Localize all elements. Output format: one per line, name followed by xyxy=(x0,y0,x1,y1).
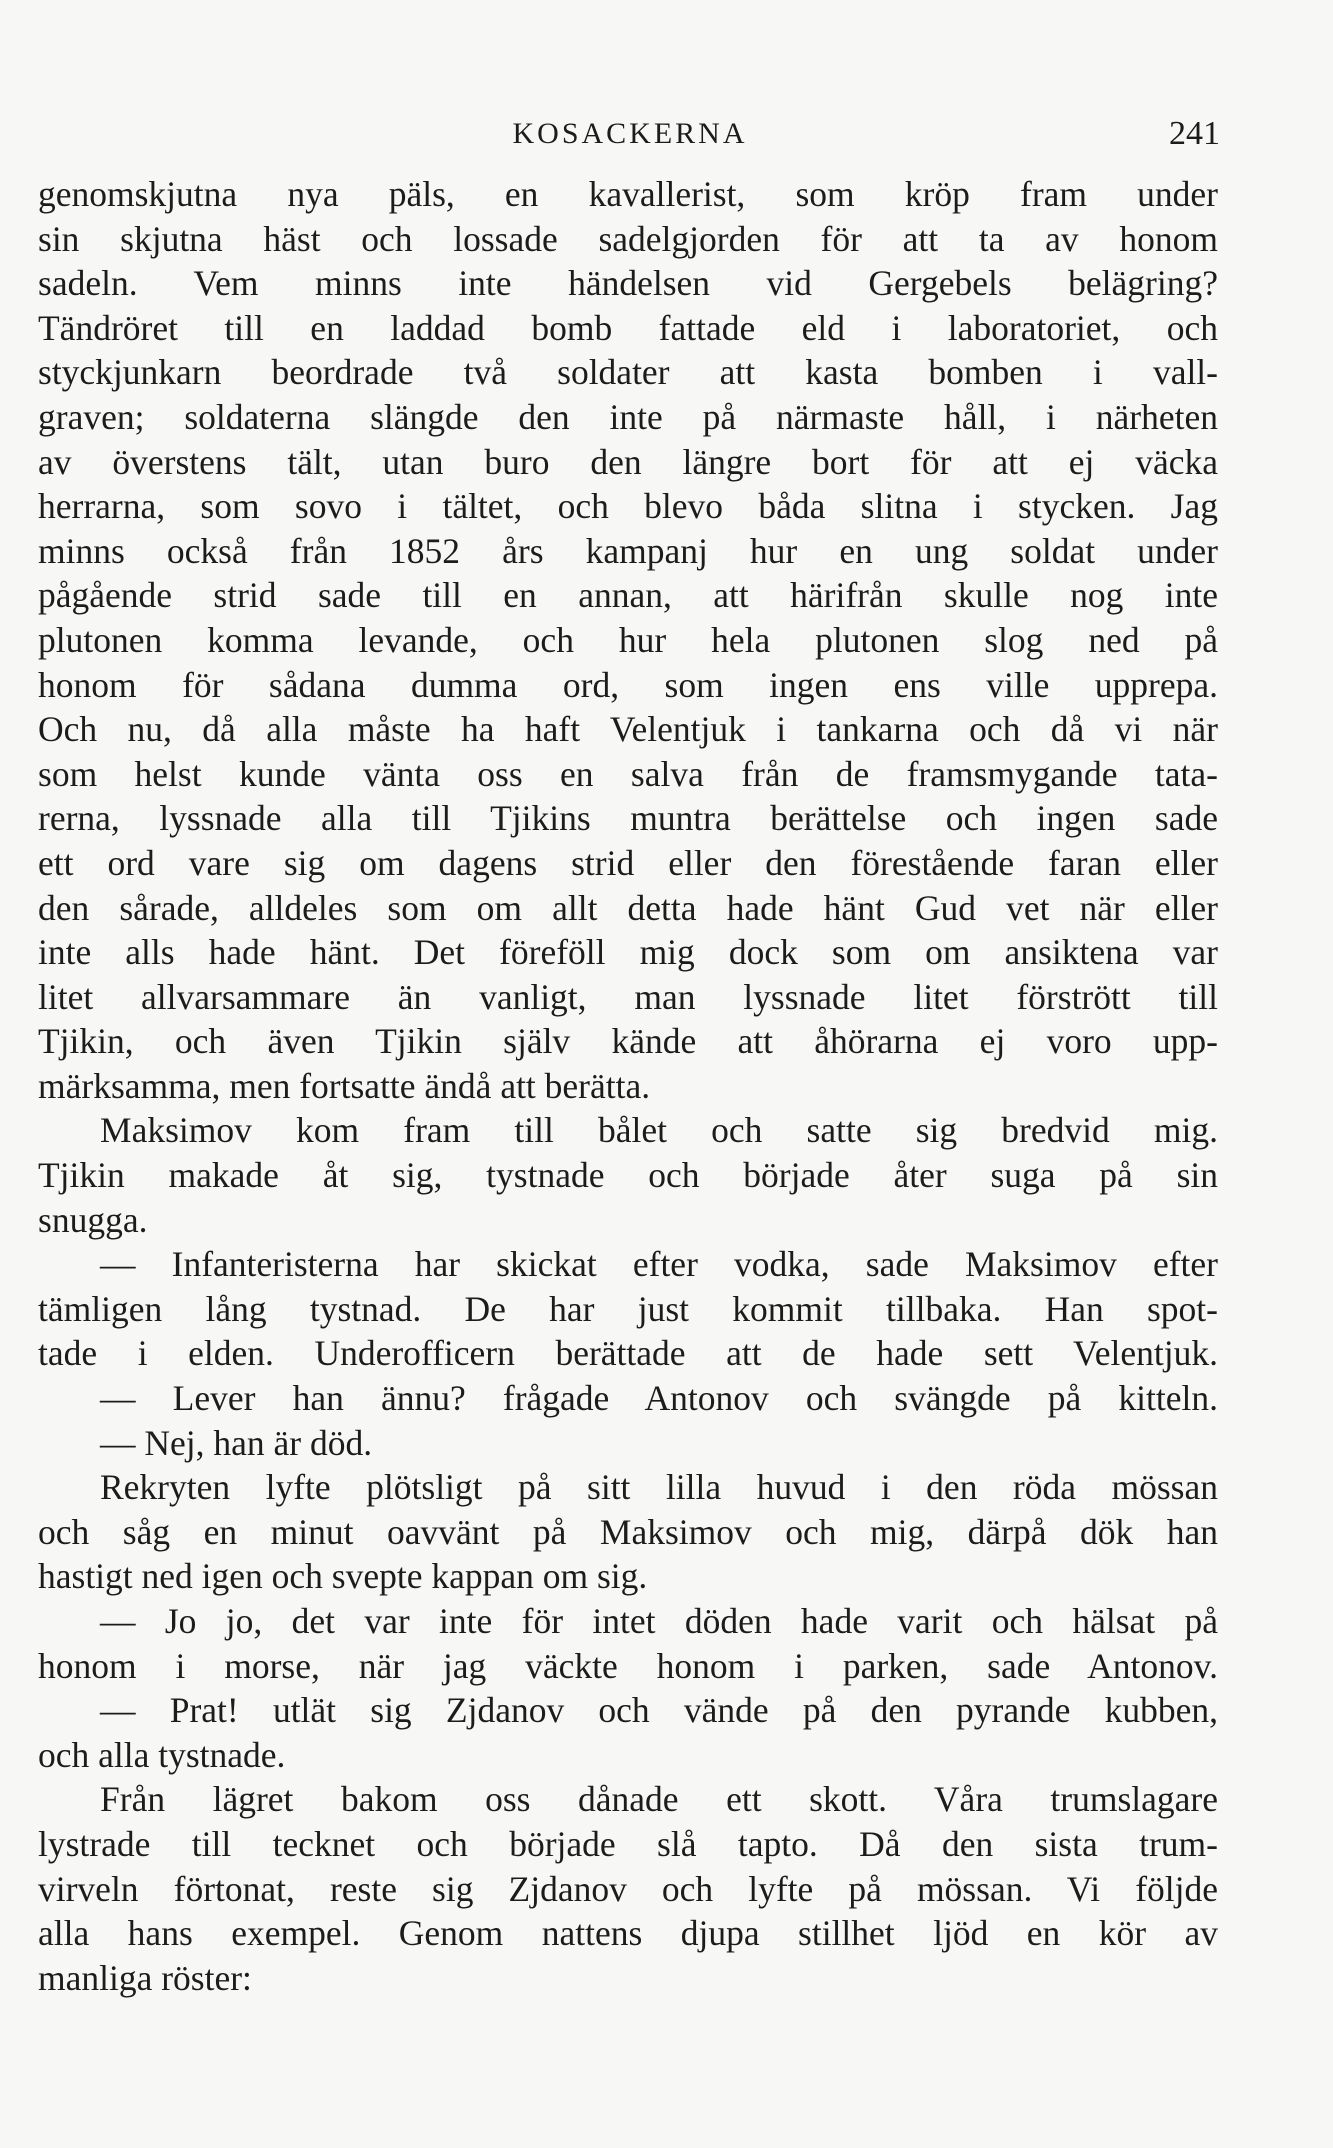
text-line: rerna, lyssnade alla till Tjikins muntra berättelse och ingen sade xyxy=(38,798,1218,839)
text-line: litet allvarsammare än vanligt, man lyssnade litet förstrött till xyxy=(38,976,1218,1017)
text-line: sadeln. Vem minns inte händelsen vid Gergebels belägring? xyxy=(38,263,1218,304)
text-line: ett ord vare sig om dagens strid eller den förestående faran eller xyxy=(38,842,1218,883)
text-line: Tjikin, och även Tjikin själv kände att åhörarna ej voro upp- xyxy=(38,1021,1218,1062)
text-line: Från lägret bakom oss dånade ett skott. Våra trumslagare xyxy=(100,1779,1218,1820)
text-line: och såg en minut oavvänt på Maksimov och mig, därpå dök han xyxy=(38,1511,1218,1552)
text-line: inte alls hade hänt. Det föreföll mig dock som om ansiktena var xyxy=(38,932,1218,973)
text-line: herrarna, som sovo i tältet, och blevo båda slitna i stycken. Jag xyxy=(38,486,1218,527)
running-title: KOSACKERNA xyxy=(512,117,748,150)
text-line: — Jo jo, det var inte för intet döden hade varit och hälsat på xyxy=(100,1601,1218,1641)
page-header xyxy=(40,112,1220,156)
text-line: hastigt ned igen och svepte kappan om sig. xyxy=(38,1556,648,1597)
text-line: märksamma, men fortsatte ändå att berätta. xyxy=(38,1065,651,1106)
text-line: manliga röster: xyxy=(38,1957,252,1998)
text-line: honom i morse, när jag väckte honom i parken, sade Antonov. xyxy=(38,1645,1218,1686)
text-line: Och nu, då alla måste ha haft Velentjuk i tankarna och då vi när xyxy=(38,709,1218,750)
text-line: plutonen komma levande, och hur hela plutonen slog ned på xyxy=(38,619,1218,660)
text-line: tade i elden. Underofficern berättade att de hade sett Velentjuk. xyxy=(38,1333,1218,1374)
text-line: — Prat! utlät sig Zjdanov och vände på den pyrande kubben, xyxy=(100,1690,1218,1731)
text-line: honom för sådana dumma ord, som ingen ens ville upprepa. xyxy=(38,664,1218,705)
text-line: tämligen lång tystnad. De har just kommit tillbaka. Han spot- xyxy=(38,1288,1218,1329)
text-line: av överstens tält, utan buro den längre bort för att ej väcka xyxy=(38,441,1218,482)
text-line: Tändröret till en laddad bomb fattade eld i laboratoriet, och xyxy=(38,307,1218,348)
text-line: sin skjutna häst och lossade sadelgjorden för att ta av honom xyxy=(38,218,1218,259)
text-line: — Nej, han är död. xyxy=(100,1422,373,1463)
text-line: minns också från 1852 års kampanj hur en ung soldat under xyxy=(38,530,1218,571)
text-line: genomskjutna nya päls, en kavallerist, som kröp fram under xyxy=(38,174,1218,214)
text-line: Maksimov kom fram till bålet och satte sig bredvid mig. xyxy=(100,1110,1218,1151)
body-text xyxy=(38,172,1218,2000)
text-line: — Lever han ännu? frågade Antonov och svängde på kitteln. xyxy=(100,1378,1218,1419)
text-line: Tjikin makade åt sig, tystnade och började åter suga på sin xyxy=(38,1155,1218,1196)
text-line: virveln förtonat, reste sig Zjdanov och lyfte på mössan. Vi följde xyxy=(38,1868,1218,1909)
page-number: 241 xyxy=(1169,115,1220,152)
text-line: alla hans exempel. Genom nattens djupa stillhet ljöd en kör av xyxy=(38,1913,1218,1954)
text-line: — Infanteristerna har skickat efter vodka, sade Maksimov efter xyxy=(100,1244,1218,1285)
text-line: och alla tystnade. xyxy=(38,1734,286,1775)
text-line: som helst kunde vänta oss en salva från de framsmygande tata- xyxy=(38,753,1218,794)
text-line: styckjunkarn beordrade två soldater att kasta bomben i vall- xyxy=(38,352,1218,393)
text-line: graven; soldaterna slängde den inte på närmaste håll, i närheten xyxy=(38,396,1218,437)
text-line: lystrade till tecknet och började slå tapto. Då den sista trum- xyxy=(38,1823,1218,1864)
text-line: pågående strid sade till en annan, att härifrån skulle nog inte xyxy=(38,575,1218,616)
text-line: den sårade, alldeles som om allt detta hade hänt Gud vet när eller xyxy=(38,887,1218,928)
text-line: snugga. xyxy=(38,1199,148,1240)
text-line: Rekryten lyfte plötsligt på sitt lilla huvud i den röda mössan xyxy=(100,1467,1218,1508)
